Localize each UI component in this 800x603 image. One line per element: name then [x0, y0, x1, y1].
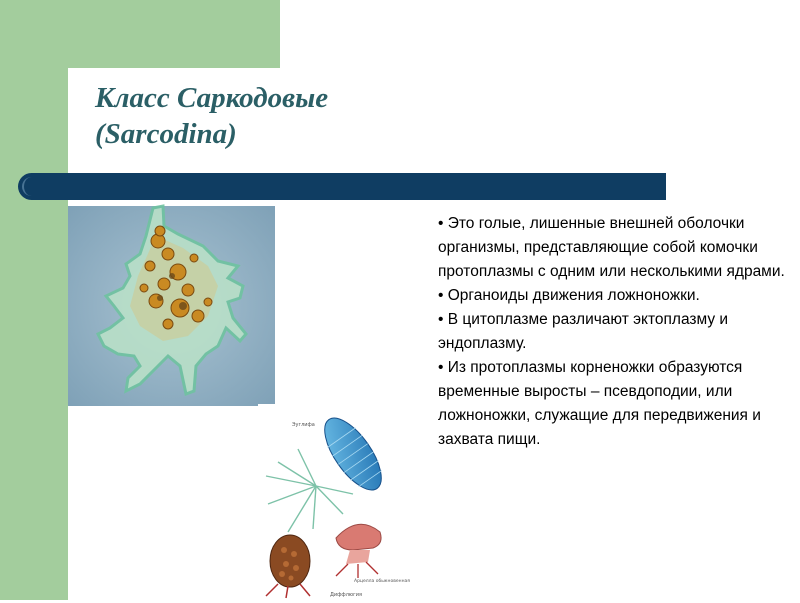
bullet-item-2: • Органоиды движения ложноножки.: [438, 284, 794, 308]
bullet-item-4: • Из протоплазмы корненожки образуются временные выросты – псевдоподии, или ложноножки, служащие для передвижения и захвата пищи.: [438, 356, 794, 452]
label-arcella: Арцелла обыкновенная: [354, 579, 410, 584]
sarcodina-illustration: [258, 404, 410, 598]
slide-title: [95, 80, 328, 152]
top-green-band: [0, 0, 280, 68]
amoeba-photo: [68, 206, 275, 406]
title-divider-bar: [18, 173, 666, 200]
title-line-1: Класс Саркодовые: [95, 82, 329, 114]
bullet-item-1: • Это голые, лишенные внешней оболочки организмы, представляющие собой комочки протоплазмы с одним или несколькими ядрами.: [438, 212, 794, 284]
left-green-band: [0, 0, 68, 600]
bullet-list: [438, 212, 794, 452]
label-difflugia: Диффлюгия: [330, 592, 362, 598]
label-euglypha: Эуглифа: [292, 422, 315, 428]
bullet-item-3: • В цитоплазме различают эктоплазму и эндоплазму.: [438, 308, 794, 356]
title-line-2: (Sarcodina): [95, 118, 237, 150]
